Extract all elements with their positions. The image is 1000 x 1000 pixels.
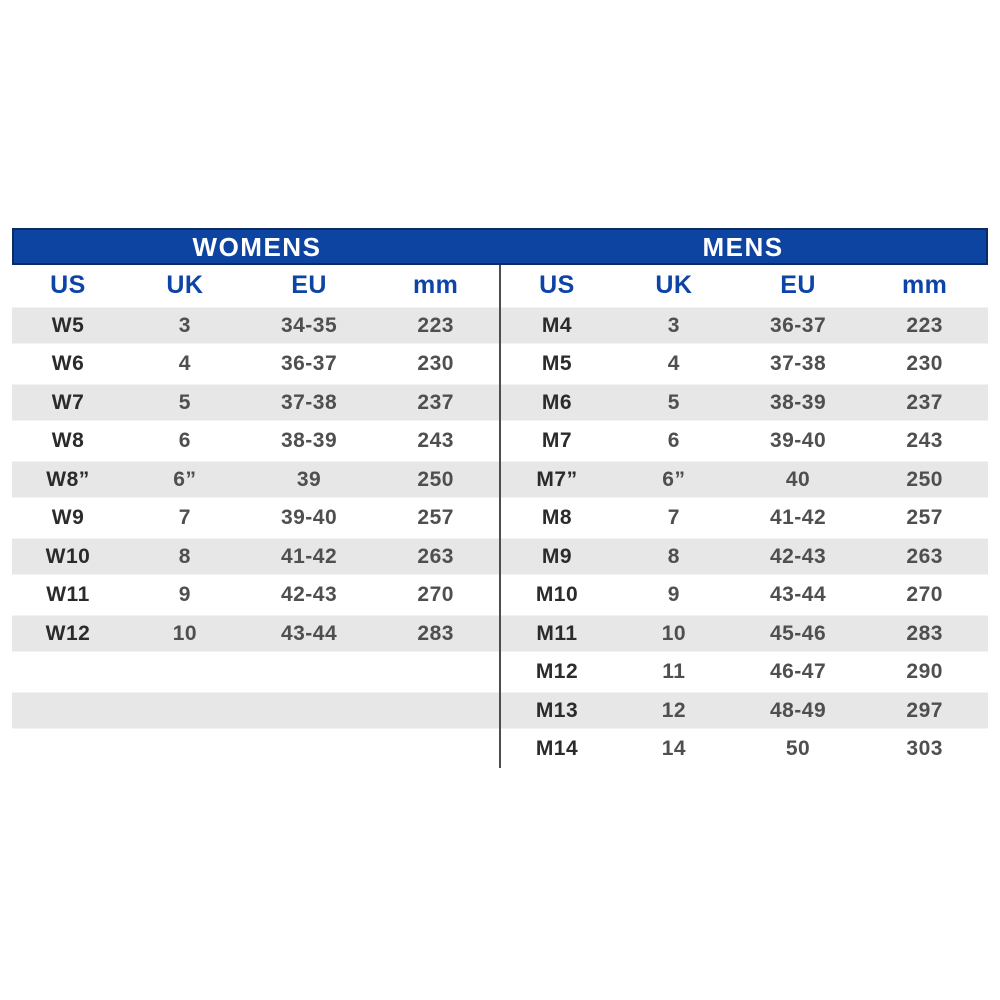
empty-cell [12, 653, 124, 692]
chart-title-bar [12, 228, 988, 265]
cell-us: W7 [12, 383, 124, 422]
cell-uk: 10 [613, 614, 735, 653]
cell-mm: 270 [906, 583, 943, 607]
cell-mm: 290 [906, 660, 943, 684]
cell-us: M13 [501, 691, 613, 730]
table-row [501, 537, 988, 576]
cell-us: M8 [541, 506, 573, 530]
table-row [12, 345, 499, 384]
empty-cell [372, 653, 499, 692]
cell-uk: 10 [124, 614, 246, 653]
cell-mm: 250 [861, 460, 988, 499]
column-header-row [12, 265, 499, 306]
empty-cell [12, 691, 124, 730]
cell-uk: 4 [178, 352, 191, 376]
table-row [12, 383, 499, 422]
empty-row [12, 730, 499, 769]
cell-eu: 41-42 [246, 537, 373, 576]
womens-table [12, 265, 499, 768]
cell-uk: 3 [613, 306, 735, 345]
table-row [12, 499, 499, 538]
table-row [501, 422, 988, 461]
table-row [501, 730, 988, 769]
cell-mm: 243 [417, 429, 454, 453]
empty-cell [124, 730, 246, 769]
cell-eu: 50 [785, 737, 811, 761]
cell-uk: 6 [178, 429, 191, 453]
cell-eu: 40 [735, 460, 862, 499]
cell-us: M5 [541, 352, 573, 376]
cell-eu: 37-38 [246, 383, 373, 422]
cell-uk: 8 [124, 537, 246, 576]
table-row [501, 653, 988, 692]
cell-eu: 46-47 [769, 660, 827, 684]
cell-mm: 237 [372, 383, 499, 422]
cell-uk: 7 [667, 506, 680, 530]
cell-mm: 230 [417, 352, 454, 376]
cell-uk: 4 [667, 352, 680, 376]
column-header-row [501, 265, 988, 306]
cell-us: W11 [46, 583, 90, 607]
empty-cell [246, 730, 373, 769]
cell-uk: 5 [613, 383, 735, 422]
table-row [501, 576, 988, 615]
empty-cell [372, 730, 499, 769]
empty-cell [372, 691, 499, 730]
table-row [501, 691, 988, 730]
cell-mm: 263 [861, 537, 988, 576]
cell-eu: 39-40 [280, 506, 338, 530]
cell-mm: 303 [906, 737, 943, 761]
table-row [12, 460, 499, 499]
cell-uk: 3 [124, 306, 246, 345]
cell-uk: 14 [661, 737, 687, 761]
empty-cell [246, 691, 373, 730]
cell-us: W5 [12, 306, 124, 345]
table-row [12, 306, 499, 345]
cell-us: W8 [51, 429, 85, 453]
cell-eu: 45-46 [735, 614, 862, 653]
cell-uk: 6 [667, 429, 680, 453]
column-header-uk: UK [166, 271, 204, 299]
table-row [501, 345, 988, 384]
cell-eu: 41-42 [769, 506, 827, 530]
cell-eu: 38-39 [735, 383, 862, 422]
tables-container [12, 265, 988, 768]
cell-us: M7” [501, 460, 613, 499]
cell-uk: 12 [613, 691, 735, 730]
table-row [12, 422, 499, 461]
cell-us: M10 [535, 583, 579, 607]
cell-mm: 230 [906, 352, 943, 376]
column-header-us: US [50, 271, 86, 299]
table-row [501, 460, 988, 499]
empty-row [12, 691, 499, 730]
cell-us: M4 [501, 306, 613, 345]
cell-us: M7 [541, 429, 573, 453]
cell-eu: 39-40 [769, 429, 827, 453]
cell-us: W9 [51, 506, 85, 530]
mens-section-title: MENS [702, 231, 784, 262]
cell-us: M14 [535, 737, 579, 761]
cell-uk: 8 [613, 537, 735, 576]
empty-row [12, 653, 499, 692]
mens-table [501, 265, 988, 768]
table-row [501, 306, 988, 345]
cell-eu: 42-43 [280, 583, 338, 607]
cell-eu: 42-43 [735, 537, 862, 576]
cell-eu: 43-44 [769, 583, 827, 607]
cell-us: W6 [51, 352, 85, 376]
cell-eu: 37-38 [769, 352, 827, 376]
cell-eu: 36-37 [280, 352, 338, 376]
column-header-uk: UK [655, 271, 693, 299]
column-header-mm: mm [412, 271, 459, 299]
cell-uk: 6” [124, 460, 246, 499]
cell-eu: 38-39 [280, 429, 338, 453]
cell-mm: 237 [861, 383, 988, 422]
womens-section-title: WOMENS [192, 231, 322, 262]
cell-mm: 223 [372, 306, 499, 345]
cell-uk: 7 [178, 506, 191, 530]
cell-us: W8” [12, 460, 124, 499]
cell-mm: 270 [417, 583, 454, 607]
cell-uk: 9 [178, 583, 191, 607]
table-row [12, 537, 499, 576]
cell-mm: 257 [417, 506, 454, 530]
cell-mm: 283 [861, 614, 988, 653]
cell-us: M6 [501, 383, 613, 422]
cell-mm: 263 [372, 537, 499, 576]
empty-cell [12, 730, 124, 769]
cell-uk: 5 [124, 383, 246, 422]
cell-mm: 250 [372, 460, 499, 499]
table-row [501, 614, 988, 653]
cell-uk: 9 [667, 583, 680, 607]
column-header-eu: EU [291, 271, 327, 299]
cell-mm: 243 [906, 429, 943, 453]
cell-eu: 43-44 [246, 614, 373, 653]
cell-mm: 223 [861, 306, 988, 345]
cell-uk: 6” [613, 460, 735, 499]
cell-us: M11 [501, 614, 613, 653]
cell-us: M9 [501, 537, 613, 576]
cell-eu: 39 [246, 460, 373, 499]
cell-mm: 297 [861, 691, 988, 730]
column-header-mm: mm [901, 271, 948, 299]
cell-us: W10 [12, 537, 124, 576]
table-row [12, 614, 499, 653]
cell-us: W12 [12, 614, 124, 653]
empty-cell [124, 691, 246, 730]
table-row [501, 499, 988, 538]
column-header-us: US [539, 271, 575, 299]
cell-eu: 48-49 [735, 691, 862, 730]
cell-mm: 257 [906, 506, 943, 530]
cell-eu: 36-37 [735, 306, 862, 345]
cell-mm: 283 [372, 614, 499, 653]
shoe-size-conversion-chart [12, 228, 988, 768]
cell-uk: 11 [662, 660, 686, 684]
cell-eu: 34-35 [246, 306, 373, 345]
empty-cell [246, 653, 373, 692]
cell-us: M12 [535, 660, 579, 684]
table-row [501, 383, 988, 422]
table-row [12, 576, 499, 615]
column-header-eu: EU [780, 271, 816, 299]
empty-cell [124, 653, 246, 692]
